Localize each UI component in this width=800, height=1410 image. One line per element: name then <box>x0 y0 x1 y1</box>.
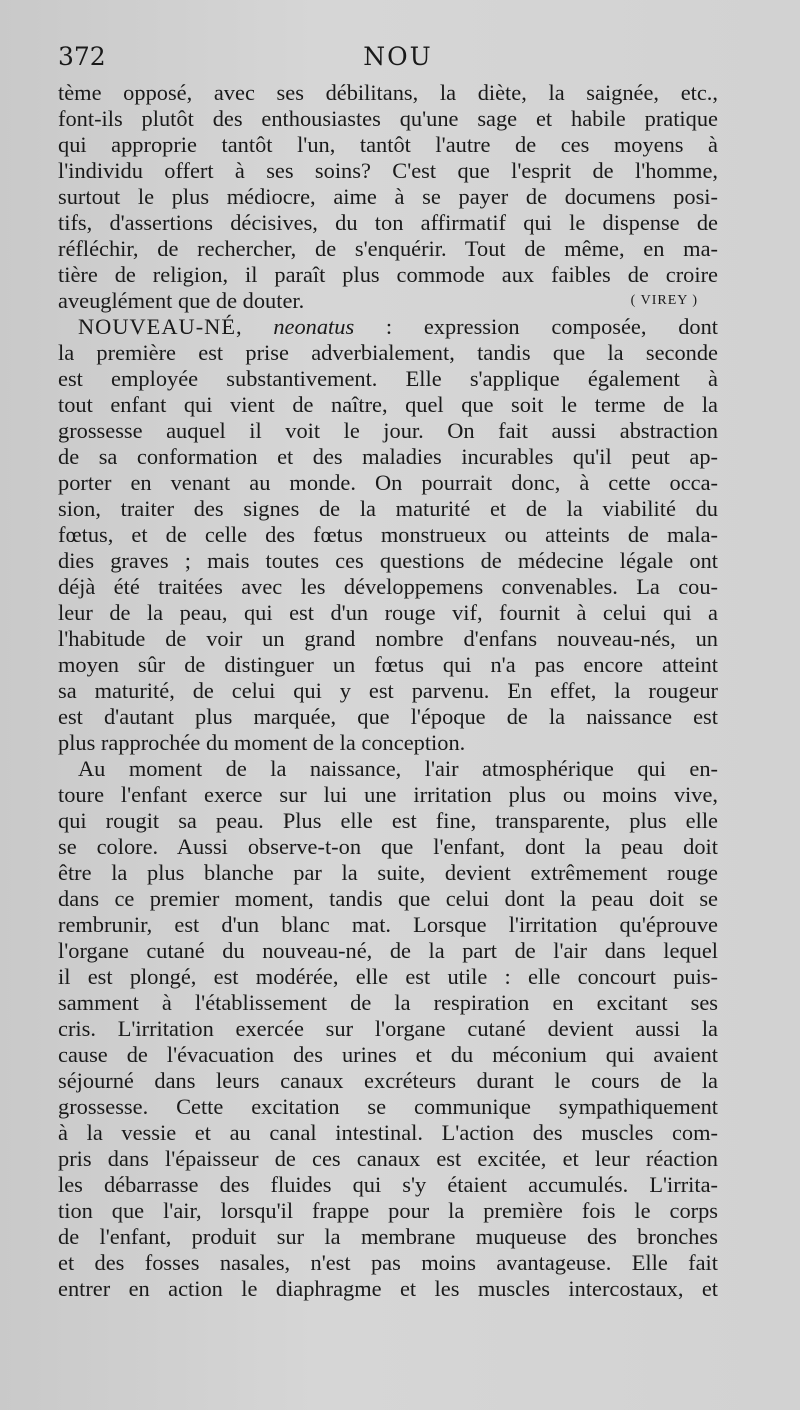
text-line: déjà été traitées avec les développemens convenables. La cou- <box>58 574 718 599</box>
text-line: surtout le plus médiocre, aime à se payer de documens posi- <box>58 184 718 209</box>
text-line: la première est prise adverbialement, tandis que la seconde <box>58 340 718 365</box>
text-line: dies graves ; mais toutes ces questions de médecine légale ont <box>58 548 718 573</box>
text-line: tière de religion, il paraît plus commode aux faibles de croire <box>58 262 718 287</box>
text-line: pris dans l'épaisseur de ces canaux est excitée, et leur réaction <box>58 1146 718 1171</box>
text-line: sa maturité, de celui qui y est parvenu. En effet, la rougeur <box>58 678 718 703</box>
entry-headword: NOUVEAU-NÉ <box>78 314 236 339</box>
text-line: Au moment de la naissance, l'air atmosphérique qui en- <box>78 756 718 781</box>
text-line: toure l'enfant exerce sur lui une irritation plus ou moins vive, <box>58 782 718 807</box>
text-line: se colore. Aussi observe-t-on que l'enfant, dont la peau doit <box>58 834 718 859</box>
text-line: dans ce premier moment, tandis que celui dont la peau doit se <box>58 886 718 911</box>
text-line: rembrunir, est d'un blanc mat. Lorsque l'irritation qu'éprouve <box>58 912 718 937</box>
text-line: grossesse. Cette excitation se communique sympathiquement <box>58 1094 718 1119</box>
running-head: NOU <box>363 42 433 71</box>
text-line: samment à l'établissement de la respiration en excitant ses <box>58 990 718 1015</box>
page-number: 372 <box>58 42 106 71</box>
text-line: entrer en action le diaphragme et les muscles intercostaux, et <box>58 1276 718 1301</box>
text-line: tème opposé, avec ses débilitans, la diète, la saignée, etc., <box>58 80 718 105</box>
text-line: aveuglément que de douter. <box>58 288 305 313</box>
text-line: séjourné dans leurs canaux excréteurs durant le cours de la <box>58 1068 718 1093</box>
text-line: qui rougit sa peau. Plus elle est fine, transparente, plus elle <box>58 808 718 833</box>
body-text <box>58 80 718 1302</box>
text-line: est employée substantivement. Elle s'applique également à <box>58 366 718 391</box>
text-line: plus rapprochée du moment de la conception. <box>58 730 466 755</box>
text-line: être la plus blanche par la suite, devient extrêmement rouge <box>58 860 718 885</box>
author-signature: ( VIREY ) <box>630 293 698 308</box>
text-line: leur de la peau, qui est d'un rouge vif, fournit à celui qui a <box>58 600 718 625</box>
text-line: réfléchir, de rechercher, de s'enquérir. Tout de même, en ma- <box>58 236 718 261</box>
text-line: moyen sûr de distinguer un fœtus qui n'a pas encore atteint <box>58 652 718 677</box>
text-line: de l'enfant, produit sur la membrane muqueuse des bronches <box>58 1224 718 1249</box>
signature-line <box>58 288 718 314</box>
text-line: cris. L'irritation exercée sur l'organe cutané devient aussi la <box>58 1016 718 1041</box>
text-line: l'habitude de voir un grand nombre d'enfans nouveau-nés, un <box>58 626 718 651</box>
text-line: tion que l'air, lorsqu'il frappe pour la première fois le corps <box>58 1198 718 1223</box>
entry-first-line-text: : expression composée, dont <box>354 314 718 339</box>
entry-latin-term: neonatus <box>273 314 355 339</box>
text-line: l'organe cutané du nouveau-né, de la part de l'air dans lequel <box>58 938 718 963</box>
text-line: grossesse auquel il voit le jour. On fait aussi abstraction <box>58 418 718 443</box>
text-line: les débarrasse des fluides qui s'y étaient accumulés. L'irrita- <box>58 1172 718 1197</box>
text-line: est d'autant plus marquée, que l'époque de la naissance est <box>58 704 718 729</box>
page-header <box>58 42 738 76</box>
text-line: et des fosses nasales, n'est pas moins avantageuse. Elle fait <box>58 1250 718 1275</box>
text-line: tout enfant qui vient de naître, quel que soit le terme de la <box>58 392 718 417</box>
entry-first-line: NOUVEAU-NÉ, neonatus : expression composée, dont <box>78 314 718 339</box>
text-line: font-ils plutôt des enthousiastes qu'une sage et habile pratique <box>58 106 718 131</box>
text-line: cause de l'évacuation des urines et du méconium qui avaient <box>58 1042 718 1067</box>
text-line: fœtus, et de celle des fœtus monstrueux ou atteints de mala- <box>58 522 718 547</box>
text-line: à la vessie et au canal intestinal. L'action des muscles com- <box>58 1120 718 1145</box>
text-line: l'individu offert à ses soins? C'est que l'esprit de l'homme, <box>58 158 718 183</box>
text-line: porter en venant au monde. On pourrait donc, à cette occa- <box>58 470 718 495</box>
text-line: sion, traiter des signes de la maturité et de la viabilité du <box>58 496 718 521</box>
text-line: tifs, d'assertions décisives, du ton affirmatif qui le dispense de <box>58 210 718 235</box>
text-line: qui approprie tantôt l'un, tantôt l'autre de ces moyens à <box>58 132 718 157</box>
text-line: de sa conformation et des maladies incurables qu'il peut ap- <box>58 444 718 469</box>
text-line: il est plongé, est modérée, elle est utile : elle concourt puis- <box>58 964 718 989</box>
